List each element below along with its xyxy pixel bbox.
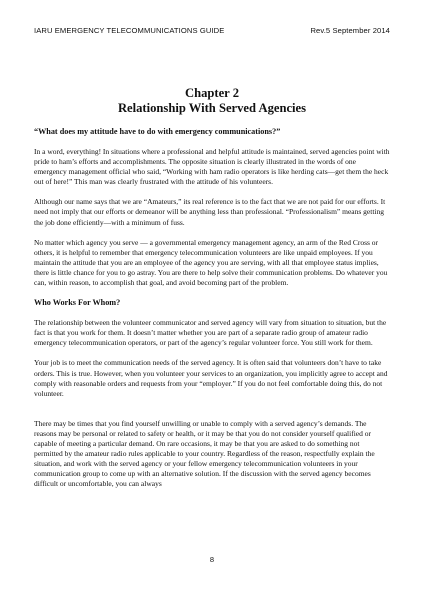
chapter-number: Chapter 2 (185, 86, 239, 100)
page-number: 8 (209, 555, 215, 564)
paragraph: No matter which agency you serve — a governmental emergency management agency, an arm of the Red Cross or others, it is helpful to remember that emergency telecommunication volunteers are like unpaid employees. If you maintain the attitude that you are an employee of the agency you are serving, with all that employee status implies, there is little chance for you to go astray. You are there to help solve their communication problems. Do whatever you can, within reason, to accomplish that goal, and avoid becoming part of the problem. (34, 237, 388, 288)
paragraph: There may be times that you find yourself unwilling or unable to comply with a served agency’s demands. The reasons may be personal or related to safety or health, or it may be that you do not consider yourself qualified or capable of meeting a particular demand. On rare occasions, it may be that you are asked to do something not permitted by the amateur radio rules applicable to your country. Regardless of the reason, respectfully explain the situation, and work with the served agency or your fellow emergency telecommunication volunteers in your communication group to come up with an alternative solution. If the discussion with the served agency becomes difficult or uncomfortable, you can always (34, 418, 375, 489)
section-subheading: Who Works For Whom? (34, 298, 121, 308)
chapter-title: Relationship With Served Agencies (117, 100, 307, 115)
body-content (34, 127, 390, 489)
paragraph: The relationship between the volunteer communicator and served agency will vary from situation to situation, but the fact is that you work for them. It doesn’t matter whether you are part of a separate radio group of amateur radio emergency telecommunication operators, or part of the agency’s regular volunteer force. You still work for them. (34, 318, 387, 348)
paragraph: Although our name says that we are “Amateurs,” its real reference is to the fact that we are not paid for our efforts. It need not imply that our efforts or demeanor will be anything less than professional. “Professionalism” means getting the job done efficiently—with a minimum of fuss. (34, 197, 386, 227)
header-revision: Rev.5 September 2014 (310, 26, 390, 35)
header-guide-title: IARU EMERGENCY TELECOMMUNICATIONS GUIDE (34, 26, 225, 35)
paragraph: In a word, everything! In situations where a professional and helpful attitude is maintained, served agencies point with pride to ham’s efforts and accomplishments. The opposite situation is clearly illustrated in the words of one emergency management official who said, “Working with ham radio operators is like herding cats—get them the heck out of here!” This man was clearly frustrated with the attitude of his volunteers. (34, 147, 390, 187)
chapter-heading (34, 86, 390, 115)
paragraph: Your job is to meet the communication needs of the served agency. It is often said that volunteers don’t have to take orders. This is true. However, when you volunteer your services to an organization, you implicitly agree to accept and comply with reasonable orders and requests from your “employer.” If you do not feel comfortable doing this, do not volunteer. (34, 358, 388, 398)
question-heading: “What does my attitude have to do with emergency communications?” (34, 127, 281, 136)
